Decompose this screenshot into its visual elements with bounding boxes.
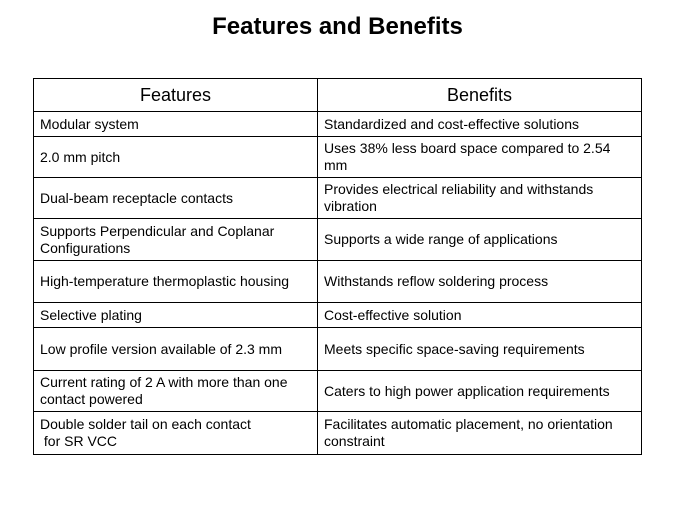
table-row xyxy=(34,112,642,137)
table-row xyxy=(34,371,642,412)
feature-cell: Modular system xyxy=(34,112,318,137)
features-benefits-table xyxy=(33,78,642,455)
feature-cell xyxy=(34,412,318,455)
table-row xyxy=(34,219,642,261)
benefit-cell: Standardized and cost-effective solutions xyxy=(318,112,642,137)
feature-cell: 2.0 mm pitch xyxy=(34,137,318,178)
benefit-cell: Caters to high power application requirements xyxy=(318,371,642,412)
table-row xyxy=(34,137,642,178)
feature-cell-line: for SR VCC xyxy=(40,433,118,449)
page-title: Features and Benefits xyxy=(212,13,463,40)
benefit-cell: Uses 38% less board space compared to 2.54 mm xyxy=(318,137,642,178)
benefit-cell: Supports a wide range of applications xyxy=(318,219,642,261)
table-header-row xyxy=(34,79,642,112)
features-column-header: Features xyxy=(34,79,318,112)
feature-cell: Current rating of 2 A with more than one contact powered xyxy=(34,371,318,412)
benefit-cell: Meets specific space-saving requirements xyxy=(318,328,642,371)
feature-cell: Supports Perpendicular and Coplanar Configurations xyxy=(34,219,318,261)
table-row xyxy=(34,328,642,371)
table-row xyxy=(34,412,642,455)
feature-cell-line: Double solder tail on each contact xyxy=(40,416,251,432)
table-row xyxy=(34,178,642,219)
table-row xyxy=(34,261,642,303)
feature-cell: High-temperature thermoplastic housing xyxy=(34,261,318,303)
benefits-column-header: Benefits xyxy=(318,79,642,112)
feature-cell: Selective plating xyxy=(34,303,318,328)
feature-cell: Low profile version available of 2.3 mm xyxy=(34,328,318,371)
benefit-cell: Facilitates automatic placement, no orientation constraint xyxy=(318,412,642,455)
table-row xyxy=(34,303,642,328)
benefit-cell: Cost-effective solution xyxy=(318,303,642,328)
benefit-cell: Provides electrical reliability and withstands vibration xyxy=(318,178,642,219)
feature-cell: Dual-beam receptacle contacts xyxy=(34,178,318,219)
benefit-cell: Withstands reflow soldering process xyxy=(318,261,642,303)
